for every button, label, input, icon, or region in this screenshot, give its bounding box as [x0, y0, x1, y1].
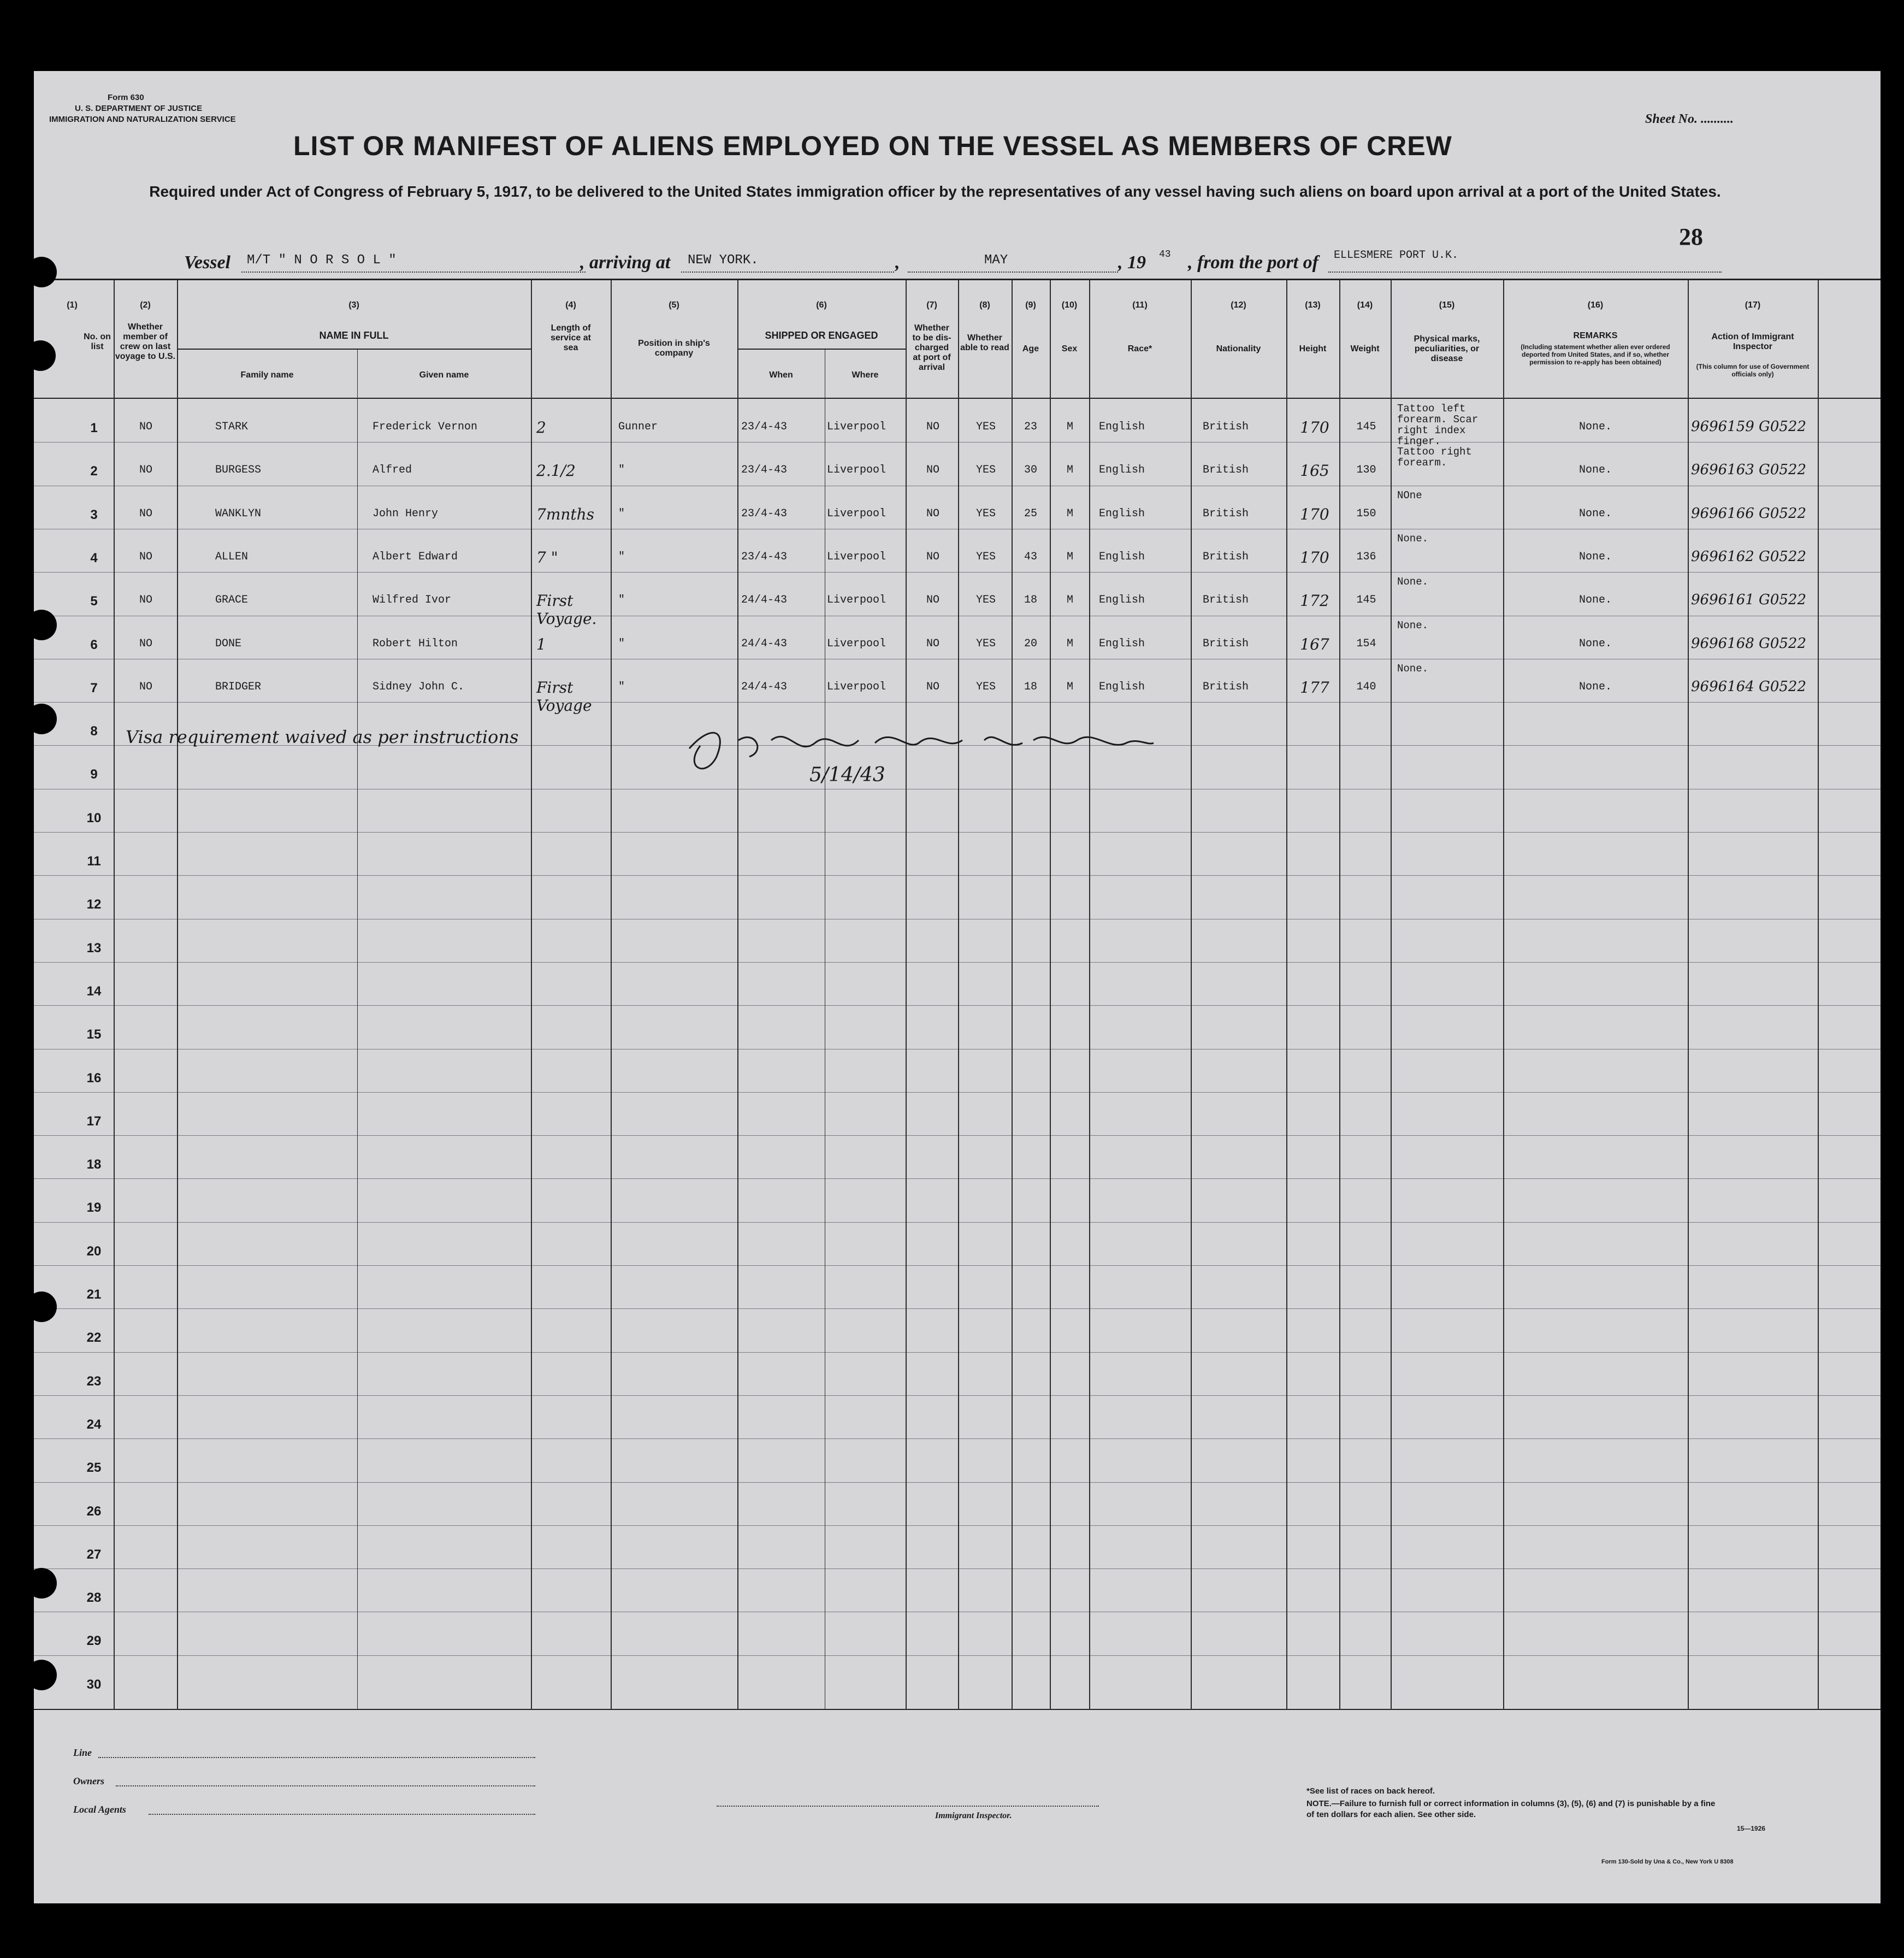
cell-race: English	[1099, 464, 1145, 476]
cell-sex: M	[1066, 464, 1073, 476]
cell-family: STARK	[215, 421, 249, 433]
cell-race: English	[1099, 551, 1145, 563]
row-number: 20	[86, 1244, 102, 1259]
row-number: 13	[86, 941, 102, 956]
vessel-name: M/T " N O R S O L "	[247, 253, 397, 268]
col-header-race: Race*	[1127, 344, 1152, 353]
cell-when: 23/4-43	[741, 464, 788, 476]
cell-where: Liverpool	[827, 681, 886, 693]
cell-action: 9696166 G0522	[1691, 505, 1806, 522]
colnum: (12)	[1231, 300, 1246, 310]
cell-member: NO	[139, 638, 152, 650]
arriving-label: , arriving at	[580, 252, 671, 273]
row-rule	[34, 1655, 1881, 1656]
department: U. S. DEPARTMENT OF JUSTICE	[75, 104, 203, 113]
cell-family: BURGESS	[215, 464, 262, 476]
row-number: 10	[86, 811, 102, 825]
colnum: (3)	[348, 300, 359, 310]
row-rule	[34, 1352, 1881, 1353]
cell-read: YES	[975, 551, 996, 563]
col-divider	[1688, 280, 1689, 1710]
cell-marks: None.	[1397, 576, 1429, 587]
col-header-sex: Sex	[1061, 344, 1078, 353]
cell-height: 170	[1300, 549, 1329, 567]
cell-length: 7 "	[536, 549, 558, 567]
col-divider	[1391, 280, 1392, 1710]
row-number: 11	[87, 854, 101, 869]
cell-read: YES	[975, 421, 996, 433]
colnum: (9)	[1025, 300, 1036, 310]
cell-age: 25	[1024, 508, 1037, 520]
cell-age: 20	[1024, 638, 1037, 650]
form-code: 15—1926	[1737, 1825, 1766, 1832]
cell-race: English	[1099, 681, 1145, 693]
cell-given: Albert Edward	[372, 551, 458, 563]
row-number: 28	[86, 1590, 102, 1605]
col-header-position: Position in ship's company	[638, 339, 710, 358]
cell-age: 43	[1024, 551, 1037, 563]
col-divider	[114, 280, 115, 1710]
arriving-underline	[681, 272, 894, 273]
cell-race: English	[1099, 508, 1145, 520]
cell-length: First Voyage.	[536, 592, 597, 628]
form-subtitle: Required under Act of Congress of February 5, 1917, to be delivered to the United States immigration officer by the representatives of any vessel having such aliens on board upon arrival at a port of the United States.	[149, 183, 1721, 200]
row-number: 7	[90, 681, 98, 695]
name-group-rule	[177, 349, 531, 350]
cell-marks: NOne	[1397, 490, 1422, 501]
inspector-label: Immigrant Inspector.	[935, 1811, 1012, 1820]
col-header-nationality: Nationality	[1216, 344, 1261, 353]
row-number: 18	[86, 1157, 102, 1172]
cell-nationality: British	[1203, 594, 1249, 606]
port-underline	[1328, 272, 1722, 273]
cell-weight: 130	[1356, 464, 1376, 476]
cell-race: English	[1099, 594, 1145, 606]
col-divider	[1286, 280, 1287, 1710]
cell-family: ALLEN	[215, 551, 249, 563]
table-top-border	[34, 279, 1881, 280]
cell-nationality: British	[1203, 681, 1249, 693]
punch-hole	[34, 704, 57, 734]
col-divider	[1050, 280, 1051, 1710]
row-number: 16	[86, 1071, 102, 1086]
form-title: LIST OR MANIFEST OF ALIENS EMPLOYED ON THE VESSEL AS MEMBERS OF CREW	[293, 131, 1452, 161]
line-label: Line	[73, 1747, 92, 1758]
cell-nationality: British	[1203, 421, 1249, 433]
cell-when: 24/4-43	[741, 638, 788, 650]
cell-discharged: NO	[926, 638, 939, 650]
cell-height: 167	[1300, 635, 1329, 653]
row-rule	[34, 1395, 1881, 1396]
printer-note: Form 130-Sold by Una & Co., New York U 8308	[1601, 1859, 1734, 1865]
line-field	[98, 1757, 535, 1758]
col-header-where: Where	[852, 370, 879, 380]
colnum: (11)	[1132, 300, 1148, 310]
month-underline	[908, 272, 1118, 273]
cell-marks: Tattoo right forearm.	[1397, 446, 1472, 468]
colnum: (2)	[140, 300, 151, 310]
cell-weight: 140	[1356, 681, 1376, 693]
cell-weight: 136	[1356, 551, 1376, 563]
agents-field	[149, 1814, 535, 1815]
cell-read: YES	[975, 638, 996, 650]
cell-remarks: None.	[1578, 464, 1612, 476]
owners-label: Owners	[73, 1776, 105, 1786]
cell-given: Alfred	[372, 464, 412, 476]
cell-weight: 150	[1356, 508, 1376, 520]
cell-when: 23/4-43	[741, 551, 788, 563]
col-divider	[1339, 280, 1340, 1710]
cell-family: GRACE	[215, 594, 249, 606]
col-header-length: Length of service at sea	[551, 323, 591, 352]
cell-position: "	[618, 508, 625, 520]
cell-marks: None.	[1397, 663, 1429, 674]
row-rule	[34, 1222, 1881, 1223]
cell-length: 7mnths	[536, 505, 595, 523]
arrival-month: MAY	[984, 253, 1008, 268]
colnum: (7)	[926, 300, 937, 310]
col-divider	[357, 350, 358, 1710]
cell-read: YES	[975, 508, 996, 520]
col-divider	[531, 280, 532, 1710]
table-bottom-border	[34, 1709, 1881, 1710]
cell-marks: None.	[1397, 533, 1429, 544]
punch-hole	[34, 1291, 57, 1322]
cell-height: 177	[1300, 679, 1329, 697]
row-number: 22	[86, 1330, 102, 1345]
races-note: *See list of races on back hereof.	[1306, 1786, 1435, 1796]
col-header-discharged: Whether to be dis- charged at port of arrival	[912, 323, 951, 372]
col-header-remarks: REMARKS	[1573, 331, 1618, 340]
colnum: (14)	[1357, 300, 1373, 310]
col-header-age: Age	[1022, 344, 1039, 353]
row-rule	[34, 832, 1881, 833]
cell-nationality: British	[1203, 638, 1249, 650]
cell-sex: M	[1066, 508, 1073, 520]
cell-action: 9696162 G0522	[1691, 549, 1806, 565]
col-divider	[1818, 280, 1819, 1710]
form-number: Form 630	[108, 93, 144, 102]
row-rule	[34, 1092, 1881, 1093]
col-divider	[958, 280, 959, 1710]
cell-position: "	[618, 551, 625, 563]
cell-age: 23	[1024, 421, 1037, 433]
cell-when: 23/4-43	[741, 421, 788, 433]
colnum: (5)	[669, 300, 679, 310]
row-number: 5	[90, 594, 98, 609]
col-header-action-note: (This column for use of Government officials only)	[1696, 363, 1810, 378]
col-header-remarks-note: (Including statement whether alien ever ordered deported from United States, and if so, whether permission to re-apply has been obtained)	[1521, 343, 1670, 366]
cell-family: DONE	[215, 638, 242, 650]
cell-when: 24/4-43	[741, 594, 788, 606]
visa-waiver-note: Visa requirement waived as per instructions	[126, 727, 519, 747]
row-number: 23	[86, 1374, 102, 1389]
row-rule	[34, 1308, 1881, 1309]
cell-position: "	[618, 638, 625, 650]
cell-position: "	[618, 681, 625, 693]
colnum: (1)	[67, 300, 78, 310]
colnum: (16)	[1587, 300, 1604, 310]
row-rule	[34, 1568, 1881, 1569]
cell-remarks: None.	[1578, 508, 1612, 520]
punch-hole	[34, 1568, 57, 1599]
cell-weight: 145	[1356, 594, 1376, 606]
col-header-when: When	[769, 370, 793, 380]
cell-discharged: NO	[926, 681, 939, 693]
cell-sex: M	[1066, 681, 1073, 693]
cell-age: 30	[1024, 464, 1037, 476]
cell-remarks: None.	[1578, 421, 1612, 433]
col-divider	[906, 280, 907, 1710]
row-number: 2	[90, 464, 98, 479]
cell-given: Robert Hilton	[372, 638, 458, 650]
row-number: 26	[86, 1504, 102, 1519]
cell-remarks: None.	[1578, 594, 1612, 606]
cell-length: 1	[536, 635, 546, 653]
cell-action: 9696168 G0522	[1691, 635, 1806, 652]
cell-discharged: NO	[926, 594, 939, 606]
cell-race: English	[1099, 421, 1145, 433]
cell-read: YES	[975, 681, 996, 693]
departure-port: ELLESMERE PORT U.K.	[1334, 249, 1459, 262]
cell-marks: None.	[1397, 620, 1429, 631]
colnum: (17)	[1745, 300, 1761, 310]
cell-position: Gunner	[618, 421, 658, 433]
sheet-number: Sheet No. ..........	[1645, 112, 1734, 126]
cell-member: NO	[139, 421, 152, 433]
col-header-no: No. on list	[84, 332, 111, 351]
vessel-underline	[241, 272, 586, 273]
punch-hole	[34, 610, 57, 640]
cell-length: 2	[536, 418, 546, 437]
cell-action: 9696159 G0522	[1691, 418, 1806, 435]
page-number: 28	[1679, 223, 1703, 250]
col-divider	[1012, 280, 1013, 1710]
cell-length: First Voyage	[536, 679, 592, 715]
row-number: 8	[90, 724, 98, 739]
cell-remarks: None.	[1578, 551, 1612, 563]
row-number: 17	[86, 1114, 102, 1129]
shipped-group-rule	[737, 349, 906, 350]
cell-marks: Tattoo left forearm. Scar right index finger.	[1397, 403, 1479, 447]
from-label: , from the port of	[1188, 252, 1318, 273]
cell-position: "	[618, 594, 625, 606]
cell-member: NO	[139, 508, 152, 520]
owners-field	[116, 1785, 535, 1786]
cell-sex: M	[1066, 594, 1073, 606]
agents-label: Local Agents	[73, 1804, 126, 1815]
row-number: 3	[90, 508, 98, 522]
col-divider	[177, 280, 178, 1710]
date-comma: ,	[895, 252, 900, 273]
row-number: 9	[90, 767, 98, 782]
row-rule	[34, 1178, 1881, 1179]
row-rule	[34, 1438, 1881, 1439]
row-rule	[34, 1005, 1881, 1006]
col-header-marks: Physical marks, peculiarities, or disease	[1414, 334, 1480, 363]
cell-sex: M	[1066, 638, 1073, 650]
cell-given: Wilfred Ivor	[372, 594, 452, 606]
inspector-field	[717, 1806, 1099, 1807]
row-number: 27	[86, 1547, 102, 1562]
cell-given: Frederick Vernon	[372, 421, 478, 433]
colnum: (10)	[1061, 300, 1078, 310]
col-header-read: Whether able to read	[960, 333, 1009, 352]
row-rule	[34, 442, 1881, 443]
col-header-member: Whether member of crew on last voyage to U.S.	[115, 322, 176, 361]
col-header-height: Height	[1299, 344, 1327, 353]
cell-action: 9696163 G0522	[1691, 462, 1806, 478]
col-header-given: Given name	[419, 370, 469, 380]
inspection-date: 5/14/43	[809, 764, 885, 786]
cell-remarks: None.	[1578, 638, 1612, 650]
punch-hole	[34, 340, 56, 371]
cell-age: 18	[1024, 681, 1037, 693]
manifest-sheet	[34, 71, 1881, 1903]
cell-sex: M	[1066, 421, 1073, 433]
col-header-family: Family name	[240, 370, 294, 380]
cell-height: 165	[1300, 462, 1329, 480]
cell-race: English	[1099, 638, 1145, 650]
cell-nationality: British	[1203, 551, 1249, 563]
row-rule	[34, 962, 1881, 963]
col-header-name: NAME IN FULL	[319, 330, 389, 341]
col-header-action: Action of Immigrant Inspector	[1711, 332, 1794, 351]
row-number: 19	[86, 1200, 102, 1215]
cell-member: NO	[139, 681, 152, 693]
punch-hole	[34, 1660, 57, 1690]
cell-where: Liverpool	[827, 464, 886, 476]
service: IMMIGRATION AND NATURALIZATION SERVICE	[49, 115, 236, 124]
colnum: (15)	[1439, 300, 1455, 310]
arriving-port: NEW YORK.	[688, 253, 759, 268]
cell-action: 9696164 G0522	[1691, 679, 1806, 695]
cell-discharged: NO	[926, 421, 939, 433]
inspector-signature	[678, 718, 1159, 779]
colnum: (6)	[816, 300, 827, 310]
cell-where: Liverpool	[827, 508, 886, 520]
cell-remarks: None.	[1578, 681, 1612, 693]
row-rule	[34, 702, 1881, 703]
punch-hole	[34, 257, 57, 287]
row-rule	[34, 1135, 1881, 1136]
cell-weight: 145	[1356, 421, 1376, 433]
col-header-weight: Weight	[1350, 344, 1380, 353]
vessel-label: Vessel	[184, 252, 230, 273]
table-header-border	[34, 398, 1881, 399]
cell-height: 170	[1300, 418, 1329, 437]
cell-height: 172	[1300, 592, 1329, 610]
row-rule	[34, 1482, 1881, 1483]
row-number: 6	[90, 638, 98, 652]
cell-length: 2.1/2	[536, 462, 576, 480]
colnum: (4)	[565, 300, 576, 310]
row-number: 1	[90, 421, 98, 435]
cell-family: BRIDGER	[215, 681, 262, 693]
cell-height: 170	[1300, 505, 1329, 523]
cell-where: Liverpool	[827, 594, 886, 606]
col-divider	[1191, 280, 1192, 1710]
cell-given: John Henry	[372, 508, 439, 520]
cell-where: Liverpool	[827, 638, 886, 650]
row-rule	[34, 1525, 1881, 1526]
cell-age: 18	[1024, 594, 1037, 606]
col-divider	[611, 280, 612, 1710]
colnum: (13)	[1305, 300, 1321, 310]
cell-where: Liverpool	[827, 421, 886, 433]
col-header-shipped: SHIPPED OR ENGAGED	[765, 330, 878, 341]
colnum: (8)	[979, 300, 990, 310]
penalty-note: NOTE.—Failure to furnish full or correct information in columns (3), (5), (6) and (7) is punishable by a fine of ten dollars for each alien. See other side.	[1306, 1799, 1716, 1819]
cell-weight: 154	[1356, 638, 1376, 650]
cell-family: WANKLYN	[215, 508, 262, 520]
row-number: 14	[86, 984, 102, 999]
cell-when: 23/4-43	[741, 508, 788, 520]
cell-member: NO	[139, 464, 152, 476]
cell-read: YES	[975, 464, 996, 476]
row-number: 4	[90, 551, 98, 565]
cell-nationality: British	[1203, 508, 1249, 520]
row-number: 12	[86, 897, 102, 912]
row-number: 15	[86, 1027, 102, 1042]
cell-given: Sidney John C.	[372, 681, 465, 693]
row-rule	[34, 1265, 1881, 1266]
cell-where: Liverpool	[827, 551, 886, 563]
col-divider	[1089, 280, 1090, 1710]
cell-when: 24/4-43	[741, 681, 788, 693]
row-rule	[34, 572, 1881, 573]
arrival-year: 43	[1159, 249, 1171, 260]
cell-discharged: NO	[926, 464, 939, 476]
row-number: 30	[86, 1677, 102, 1692]
cell-discharged: NO	[926, 508, 939, 520]
year-prefix: , 19	[1118, 252, 1146, 273]
cell-read: YES	[975, 594, 996, 606]
row-number: 24	[86, 1417, 102, 1432]
row-number: 21	[86, 1287, 102, 1302]
cell-discharged: NO	[926, 551, 939, 563]
cell-sex: M	[1066, 551, 1073, 563]
row-number: 29	[86, 1633, 102, 1648]
cell-nationality: British	[1203, 464, 1249, 476]
row-rule	[34, 875, 1881, 876]
cell-member: NO	[139, 594, 152, 606]
row-number: 25	[86, 1460, 102, 1475]
cell-action: 9696161 G0522	[1691, 592, 1806, 608]
cell-position: "	[618, 464, 625, 476]
col-divider	[737, 280, 738, 1710]
col-divider	[1503, 280, 1504, 1710]
cell-member: NO	[139, 551, 152, 563]
